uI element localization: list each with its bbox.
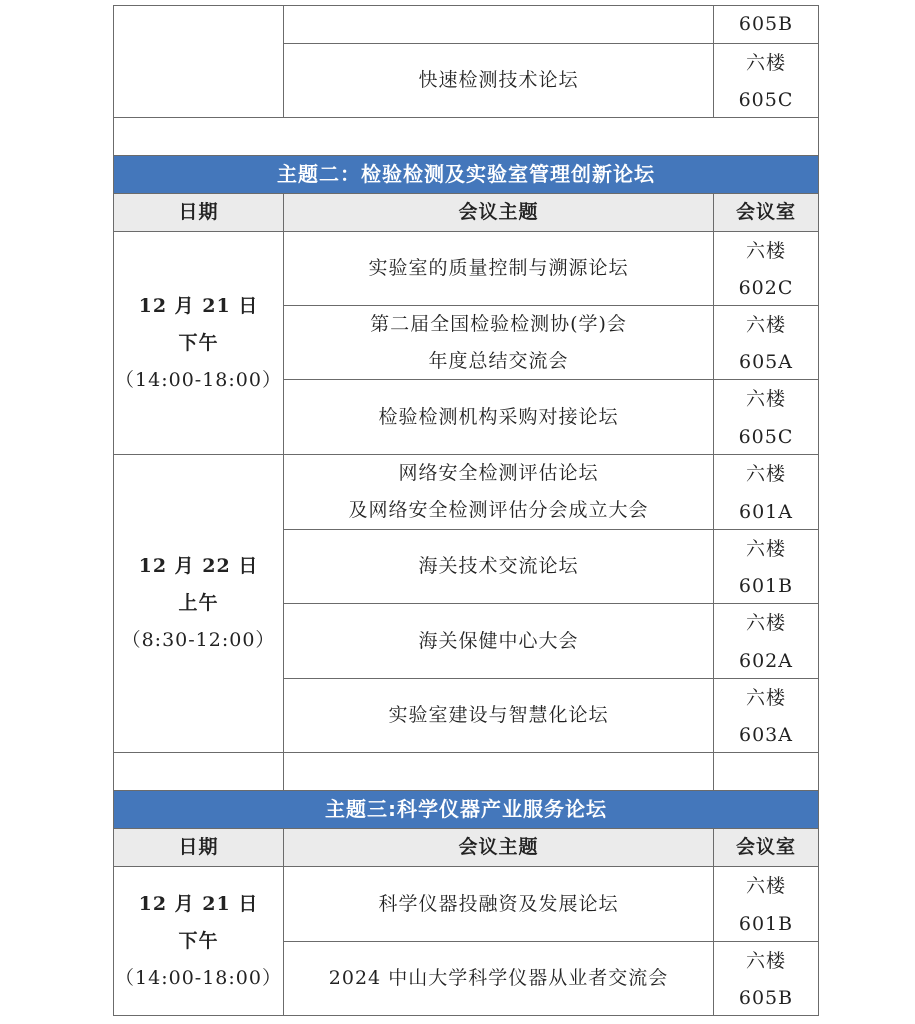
topic-line: 检验检测机构采购对接论坛 xyxy=(378,405,619,428)
topic-line: 及网络安全检测评估分会成立大会 xyxy=(348,499,649,521)
room-cell xyxy=(713,305,819,380)
room-number: 605B xyxy=(738,13,794,35)
theme-title: 主题三:科学仪器产业服务论坛 xyxy=(325,797,607,821)
topic-cell xyxy=(283,529,714,604)
date-period: 上午 xyxy=(178,592,219,614)
room-floor: 六楼 xyxy=(745,538,786,560)
topic-cell xyxy=(283,5,714,44)
date-time: （14:00-18:00） xyxy=(115,966,282,989)
topic-line: 年度总结交流会 xyxy=(428,349,569,372)
header-topic xyxy=(283,193,714,232)
room-cell xyxy=(713,454,819,530)
date-cell-empty xyxy=(113,5,284,118)
topic-line: 海关保健中心大会 xyxy=(418,629,579,652)
room-cell xyxy=(713,866,819,942)
room-number: 601B xyxy=(738,575,794,597)
spacer-cell xyxy=(283,752,714,791)
topic-line: 2024 中山大学科学仪器从业者交流会 xyxy=(328,967,669,989)
topic-cell xyxy=(283,678,714,753)
room-cell xyxy=(713,379,819,455)
topic-cell xyxy=(283,866,714,942)
date-day: 12 月 21 日 xyxy=(138,892,259,915)
date-period: 下午 xyxy=(178,929,219,952)
date-day: 12 月 21 日 xyxy=(138,294,259,317)
room-floor: 六楼 xyxy=(745,950,786,972)
room-cell xyxy=(713,231,819,306)
room-cell xyxy=(713,941,819,1016)
room-cell xyxy=(713,529,819,604)
header-date xyxy=(113,828,284,867)
room-number: 605C xyxy=(738,89,794,111)
header-room-label: 会议室 xyxy=(735,201,796,223)
topic-cell xyxy=(283,454,714,530)
topic-cell xyxy=(283,43,714,118)
topic-cell xyxy=(283,305,714,380)
topic-line: 实验室建设与智慧化论坛 xyxy=(388,704,609,726)
room-number: 601B xyxy=(738,913,794,935)
room-number: 605C xyxy=(738,426,794,448)
theme-title: 主题二：检验检测及实验室管理创新论坛 xyxy=(277,162,655,186)
header-room-label: 会议室 xyxy=(735,836,796,858)
header-date-label: 日期 xyxy=(178,836,219,858)
topic-line: 海关技术交流论坛 xyxy=(418,555,579,577)
room-cell xyxy=(713,603,819,679)
topic-cell xyxy=(283,941,714,1016)
theme-title-bar xyxy=(113,790,819,829)
spacer-row xyxy=(113,117,819,156)
room-floor: 六楼 xyxy=(745,240,786,262)
topic-line: 第二届全国检验检测协(学)会 xyxy=(370,312,627,335)
theme-title-bar xyxy=(113,155,819,194)
header-date xyxy=(113,193,284,232)
room-floor: 六楼 xyxy=(745,687,786,709)
room-floor: 六楼 xyxy=(745,52,786,74)
topic-cell xyxy=(283,231,714,306)
room-floor: 六楼 xyxy=(745,314,786,336)
room-number: 602C xyxy=(738,277,794,299)
spacer-cell xyxy=(113,752,284,791)
room-floor: 六楼 xyxy=(745,875,786,897)
room-floor: 六楼 xyxy=(745,612,786,634)
spacer-cell xyxy=(713,752,819,791)
room-floor: 六楼 xyxy=(745,463,786,485)
topic-line: 快速检测技术论坛 xyxy=(418,69,579,91)
room-cell xyxy=(713,5,819,44)
header-topic-label: 会议主题 xyxy=(458,201,539,223)
header-room xyxy=(713,193,819,232)
topic-line: 科学仪器投融资及发展论坛 xyxy=(378,892,619,915)
topic-cell xyxy=(283,603,714,679)
header-room xyxy=(713,828,819,867)
room-floor: 六楼 xyxy=(745,388,786,410)
date-time: （8:30-12:00） xyxy=(121,629,276,651)
header-topic xyxy=(283,828,714,867)
date-period: 下午 xyxy=(178,331,219,354)
header-date-label: 日期 xyxy=(178,201,219,223)
room-number: 602A xyxy=(739,650,793,672)
room-number: 605B xyxy=(738,987,794,1009)
date-cell xyxy=(113,454,284,753)
room-number: 603A xyxy=(739,724,793,746)
topic-cell xyxy=(283,379,714,455)
room-cell xyxy=(713,43,819,118)
room-cell xyxy=(713,678,819,753)
room-number: 605A xyxy=(739,351,793,373)
header-topic-label: 会议主题 xyxy=(458,836,539,858)
date-day: 12 月 22 日 xyxy=(138,555,259,577)
topic-line: 网络安全检测评估论坛 xyxy=(398,462,599,484)
date-cell xyxy=(113,866,284,1016)
room-number: 601A xyxy=(739,501,793,523)
topic-line: 实验室的质量控制与溯源论坛 xyxy=(368,257,629,279)
date-cell xyxy=(113,231,284,455)
date-time: （14:00-18:00） xyxy=(115,368,282,391)
